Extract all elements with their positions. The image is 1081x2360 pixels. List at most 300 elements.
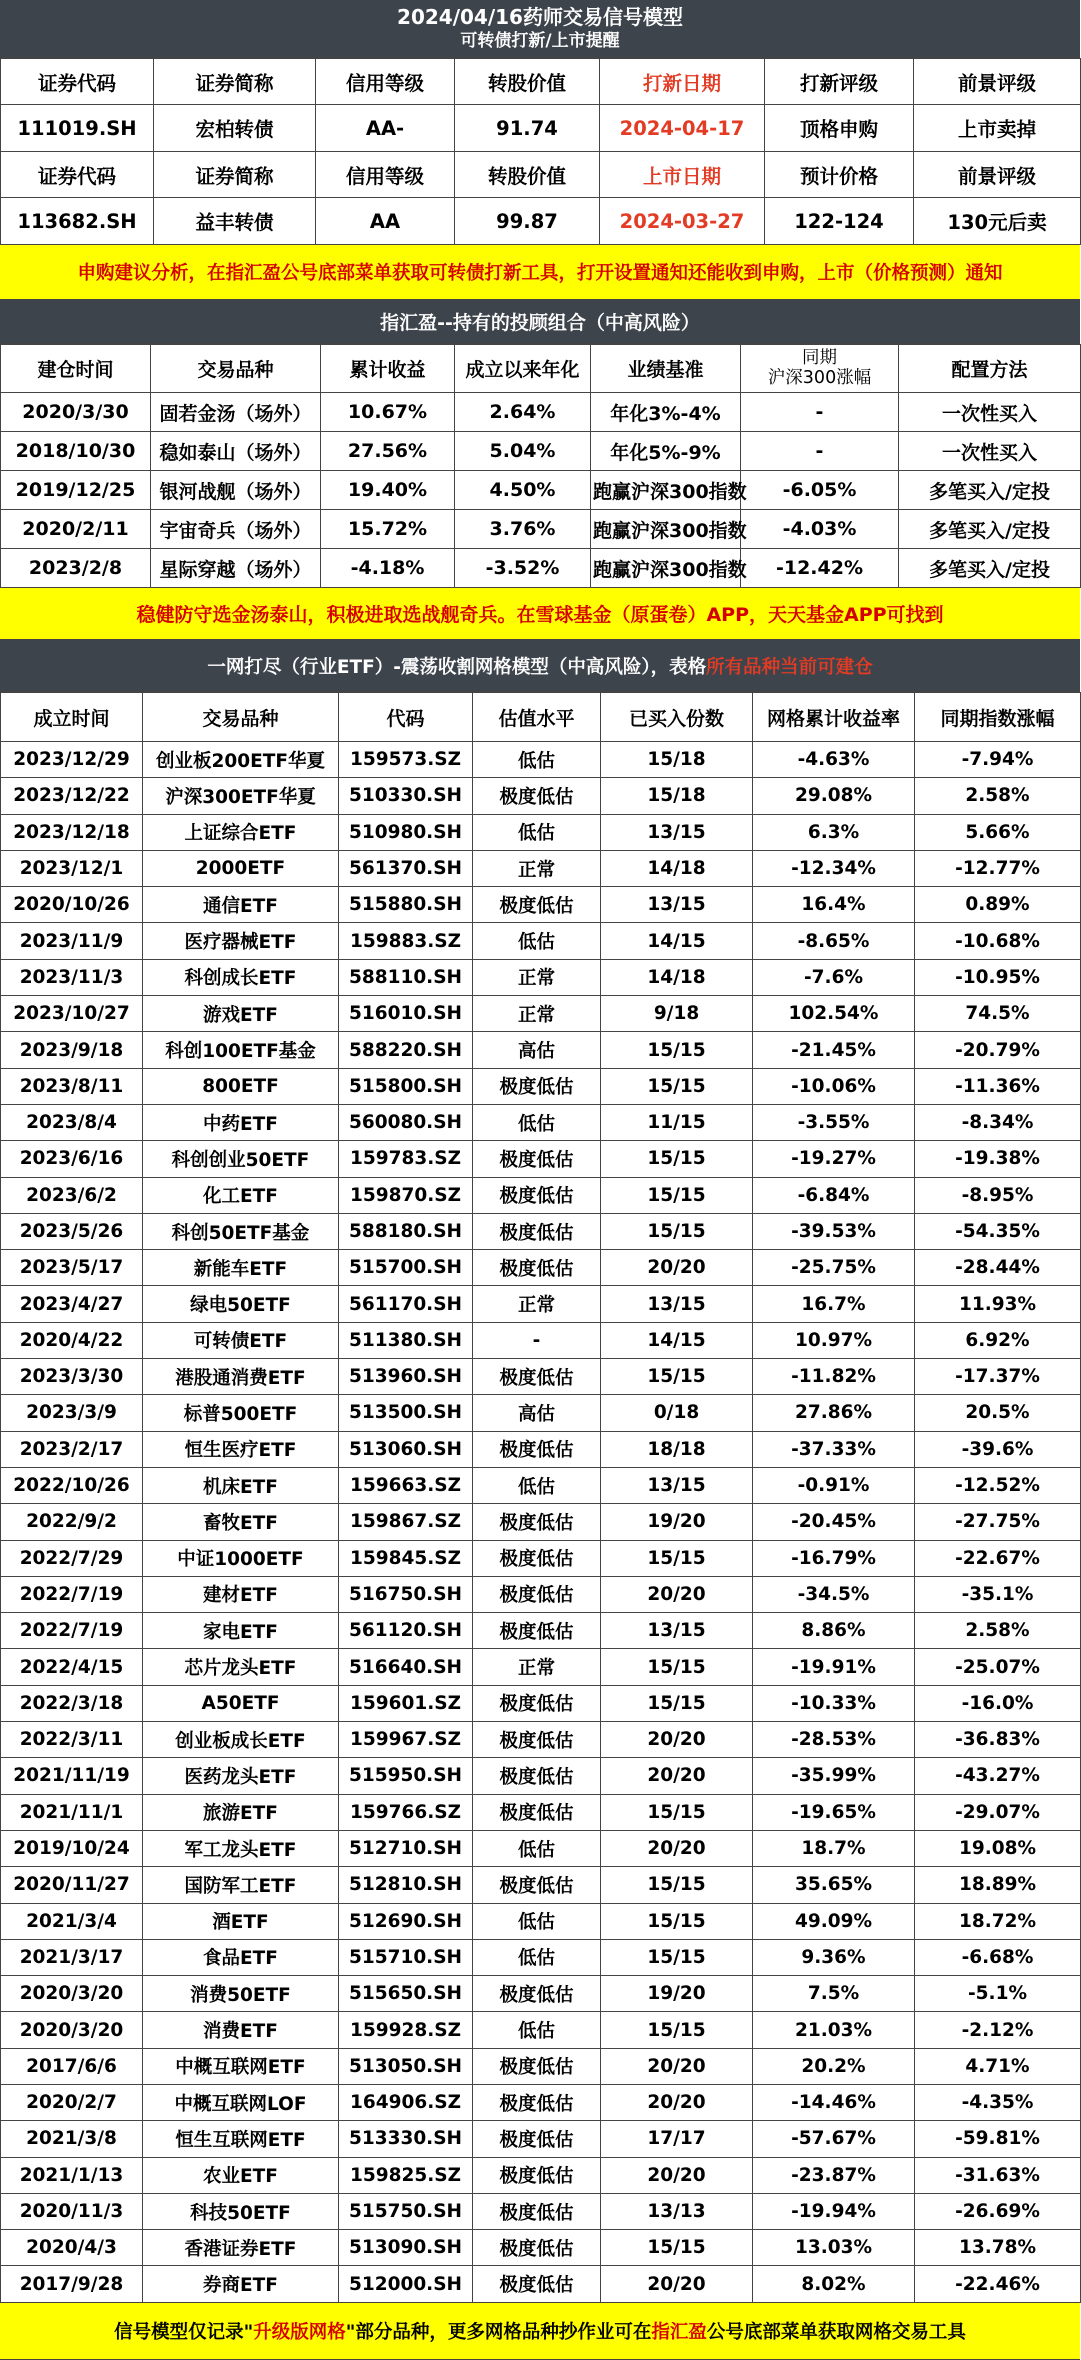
table-cell: 2023/3/9 — [1, 1395, 143, 1431]
table-cell: 0/18 — [601, 1395, 753, 1431]
table-cell: 消费50ETF — [143, 1976, 339, 2012]
table-cell: 8.02% — [753, 2266, 915, 2302]
table-cell: 跑赢沪深300指数 — [591, 471, 741, 510]
table-cell: 正常 — [473, 1286, 601, 1322]
table-cell: 正常 — [473, 850, 601, 886]
table-cell: 29.08% — [753, 778, 915, 814]
portfolio-notice: 稳健防守选金汤泰山，积极进取选战舰奇兵。在雪球基金（原蛋卷）APP，天天基金APP可找到 — [0, 588, 1080, 640]
table-cell: 159573.SZ — [339, 742, 473, 778]
table-cell: 15/15 — [601, 1141, 753, 1177]
table-cell: -10.95% — [915, 959, 1081, 995]
table-cell: 极度低估 — [473, 1758, 601, 1794]
table-cell: 打新日期 — [600, 59, 765, 105]
table-cell: -10.68% — [915, 923, 1081, 959]
etf-row — [1, 887, 1081, 923]
etf-row — [1, 1830, 1081, 1866]
table-header-cell: 累计收益 — [321, 345, 455, 393]
footer-highlight-1: 升级版网格 — [253, 2321, 346, 2343]
table-cell: 国防军工ETF — [143, 1867, 339, 1903]
table-cell: 极度低估 — [473, 1794, 601, 1830]
table-cell: 20/20 — [601, 2157, 753, 2193]
table-cell: 18.72% — [915, 1903, 1081, 1939]
footer-notice — [0, 2303, 1080, 2360]
table-cell: 513060.SH — [339, 1431, 473, 1467]
table-cell: 9.36% — [753, 1939, 915, 1975]
table-cell: 99.87 — [455, 198, 600, 245]
etf-row — [1, 1758, 1081, 1794]
table-cell: 511380.SH — [339, 1322, 473, 1358]
table-cell: 极度低估 — [473, 1685, 601, 1721]
table-cell: -3.55% — [753, 1104, 915, 1140]
table-cell: -39.53% — [753, 1213, 915, 1249]
table-cell: 2024-03-27 — [600, 198, 765, 245]
etf-row — [1, 1032, 1081, 1068]
table-cell: 15/15 — [601, 1177, 753, 1213]
table-cell: 2018/10/30 — [1, 432, 151, 471]
table-cell: 20/20 — [601, 1758, 753, 1794]
table-cell: 49.09% — [753, 1903, 915, 1939]
table-cell: 极度低估 — [473, 778, 601, 814]
table-cell: 2020/2/11 — [1, 510, 151, 549]
table-cell: 2017/9/28 — [1, 2266, 143, 2302]
table-cell: 6.3% — [753, 814, 915, 850]
etf-row — [1, 1540, 1081, 1576]
table-cell: 极度低估 — [473, 2230, 601, 2266]
table-cell: 4.71% — [915, 2048, 1081, 2084]
table-cell: 芯片龙头ETF — [143, 1649, 339, 1685]
table-cell: AA- — [316, 105, 455, 152]
table-cell: 极度低估 — [473, 1540, 601, 1576]
table-cell: 102.54% — [753, 996, 915, 1032]
etf-row — [1, 1685, 1081, 1721]
table-cell: 2.64% — [455, 393, 591, 432]
table-header-cell: 建仓时间 — [1, 345, 151, 393]
table-cell: 食品ETF — [143, 1939, 339, 1975]
table-cell: 0.89% — [915, 887, 1081, 923]
etf-row — [1, 1504, 1081, 1540]
table-cell: -27.75% — [915, 1504, 1081, 1540]
table-cell: 8.86% — [753, 1613, 915, 1649]
table-cell: 极度低估 — [473, 887, 601, 923]
table-cell: 2021/11/19 — [1, 1758, 143, 1794]
table-cell: - — [741, 432, 899, 471]
table-cell: 极度低估 — [473, 1613, 601, 1649]
table-cell: 2023/5/17 — [1, 1250, 143, 1286]
table-cell: 19.08% — [915, 1830, 1081, 1866]
table-cell: 13/15 — [601, 887, 753, 923]
table-cell: 159928.SZ — [339, 2012, 473, 2048]
table-cell: 跑赢沪深300指数 — [591, 549, 741, 588]
table-cell: -36.83% — [915, 1722, 1081, 1758]
table-cell: 创业板200ETF华夏 — [143, 742, 339, 778]
etf-row — [1, 2012, 1081, 2048]
table-cell: 极度低估 — [473, 1250, 601, 1286]
table-cell: 前景评级 — [914, 59, 1081, 105]
table-cell: 20.5% — [915, 1395, 1081, 1431]
table-cell: 2020/3/20 — [1, 2012, 143, 2048]
table-cell: -43.27% — [915, 1758, 1081, 1794]
table-cell: 20/20 — [601, 1576, 753, 1612]
table-cell: 91.74 — [455, 105, 600, 152]
table-cell: 2023/12/22 — [1, 778, 143, 814]
table-cell: 515750.SH — [339, 2193, 473, 2229]
table-cell: -22.67% — [915, 1540, 1081, 1576]
table-cell: 年化3%-4% — [591, 393, 741, 432]
table-cell: 15/15 — [601, 1867, 753, 1903]
table-cell: 宇宙奇兵（场外） — [151, 510, 321, 549]
table-cell: 512690.SH — [339, 1903, 473, 1939]
table-cell: 低估 — [473, 814, 601, 850]
table-cell: 信用等级 — [316, 59, 455, 105]
table-cell: 极度低估 — [473, 1359, 601, 1395]
table-cell: 130元后卖 — [914, 198, 1081, 245]
table-cell: 年化5%-9% — [591, 432, 741, 471]
table-cell: 极度低估 — [473, 1068, 601, 1104]
table-cell: 创业板成长ETF — [143, 1722, 339, 1758]
table-cell: 机床ETF — [143, 1467, 339, 1503]
table-cell: 交易品种 — [143, 693, 339, 742]
table-cell: 515950.SH — [339, 1758, 473, 1794]
table-cell: -28.53% — [753, 1722, 915, 1758]
table-cell: 上市卖掉 — [914, 105, 1081, 152]
table-cell: 可转债ETF — [143, 1322, 339, 1358]
table-cell: -12.42% — [741, 549, 899, 588]
table-cell: 2024-04-17 — [600, 105, 765, 152]
table-cell: 标普500ETF — [143, 1395, 339, 1431]
table-cell: 极度低估 — [473, 1867, 601, 1903]
etf-row — [1, 1867, 1081, 1903]
table-cell: 159870.SZ — [339, 1177, 473, 1213]
table-cell: 宏柏转债 — [154, 105, 316, 152]
table-cell: -14.46% — [753, 2084, 915, 2120]
table-cell: 一次性买入 — [899, 393, 1081, 432]
table-cell: 159766.SZ — [339, 1794, 473, 1830]
etf-row — [1, 2266, 1081, 2302]
table-cell: 2020/4/22 — [1, 1322, 143, 1358]
table-cell: -10.06% — [753, 1068, 915, 1104]
table-cell: 估值水平 — [473, 693, 601, 742]
table-cell: 正常 — [473, 1649, 601, 1685]
table-cell: 2023/3/30 — [1, 1359, 143, 1395]
table-cell: -20.45% — [753, 1504, 915, 1540]
table-cell: -39.6% — [915, 1431, 1081, 1467]
table-cell: 20/20 — [601, 2266, 753, 2302]
table-cell: 20/20 — [601, 1250, 753, 1286]
table-cell: 15/15 — [601, 1649, 753, 1685]
table-cell: 多笔买入/定投 — [899, 471, 1081, 510]
table-cell: 2023/12/1 — [1, 850, 143, 886]
table-cell: - — [741, 393, 899, 432]
table-cell: 2020/4/3 — [1, 2230, 143, 2266]
table-cell: 2021/3/8 — [1, 2121, 143, 2157]
table-cell: 中概互联网LOF — [143, 2084, 339, 2120]
table-cell: 35.65% — [753, 1867, 915, 1903]
table-cell: -21.45% — [753, 1032, 915, 1068]
table-cell: -8.95% — [915, 1177, 1081, 1213]
table-cell: -12.34% — [753, 850, 915, 886]
etf-row — [1, 996, 1081, 1032]
etf-row — [1, 2121, 1081, 2157]
etf-row — [1, 959, 1081, 995]
etf-row — [1, 1359, 1081, 1395]
table-cell: A50ETF — [143, 1685, 339, 1721]
table-cell: 2022/7/19 — [1, 1576, 143, 1612]
table-cell: 2023/8/4 — [1, 1104, 143, 1140]
table-cell: -10.33% — [753, 1685, 915, 1721]
table-cell: 建材ETF — [143, 1576, 339, 1612]
table-cell: 588110.SH — [339, 959, 473, 995]
etf-row — [1, 778, 1081, 814]
table-cell: 银河战舰（场外） — [151, 471, 321, 510]
table-cell: 上证综合ETF — [143, 814, 339, 850]
table-cell: 2023/12/29 — [1, 742, 143, 778]
table-cell: 转股价值 — [455, 59, 600, 105]
table-cell: 低估 — [473, 1903, 601, 1939]
table-cell: 极度低估 — [473, 1504, 601, 1540]
table-cell: 军工龙头ETF — [143, 1830, 339, 1866]
table-cell: 588180.SH — [339, 1213, 473, 1249]
table-cell: 中证1000ETF — [143, 1540, 339, 1576]
table-cell: 17/17 — [601, 2121, 753, 2157]
table-cell: 2023/9/18 — [1, 1032, 143, 1068]
table-cell: 极度低估 — [473, 1431, 601, 1467]
table-cell: 15/15 — [601, 1032, 753, 1068]
table-cell: -4.35% — [915, 2084, 1081, 2120]
etf-row — [1, 1576, 1081, 1612]
etf-row — [1, 1141, 1081, 1177]
table-cell: 酒ETF — [143, 1903, 339, 1939]
portfolio-row — [1, 432, 1081, 471]
table-cell: 网格累计收益率 — [753, 693, 915, 742]
table-cell: 2023/5/26 — [1, 1213, 143, 1249]
table-cell: 513500.SH — [339, 1395, 473, 1431]
table-cell: 极度低估 — [473, 1976, 601, 2012]
table-cell: 6.92% — [915, 1322, 1081, 1358]
table-cell: 2020/2/7 — [1, 2084, 143, 2120]
portfolio-row — [1, 393, 1081, 432]
table-cell: 13/13 — [601, 2193, 753, 2229]
etf-row — [1, 1104, 1081, 1140]
table-cell: 512000.SH — [339, 2266, 473, 2302]
header-line-1: 同期 — [802, 348, 837, 369]
table-cell: 极度低估 — [473, 1722, 601, 1758]
table-cell: 信用等级 — [316, 152, 455, 198]
table-cell: 3.76% — [455, 510, 591, 549]
table-cell: 5.66% — [915, 814, 1081, 850]
table-cell: 券商ETF — [143, 2266, 339, 2302]
table-cell: 极度低估 — [473, 2266, 601, 2302]
table-cell: 证券代码 — [1, 59, 154, 105]
table-cell: 11.93% — [915, 1286, 1081, 1322]
etf-row — [1, 923, 1081, 959]
etf-row — [1, 1613, 1081, 1649]
table-cell: 512810.SH — [339, 1867, 473, 1903]
table-cell: 560080.SH — [339, 1104, 473, 1140]
table-cell: 2019/12/25 — [1, 471, 151, 510]
table-cell: 13.78% — [915, 2230, 1081, 2266]
etf-row — [1, 1939, 1081, 1975]
table-cell: 122-124 — [765, 198, 914, 245]
table-cell: 20/20 — [601, 1722, 753, 1758]
table-cell: 159967.SZ — [339, 1722, 473, 1758]
table-cell: 化工ETF — [143, 1177, 339, 1213]
table-cell: 低估 — [473, 2012, 601, 2048]
table-cell: -29.07% — [915, 1794, 1081, 1830]
table-cell: 已买入份数 — [601, 693, 753, 742]
table-cell: 转股价值 — [455, 152, 600, 198]
etf-title-highlight: 所有品种当前可建仓 — [706, 656, 873, 678]
portfolio-table — [0, 344, 1081, 588]
etf-row — [1, 1467, 1081, 1503]
table-cell: - — [473, 1322, 601, 1358]
table-cell: 低估 — [473, 742, 601, 778]
table-cell: 14/18 — [601, 850, 753, 886]
portfolio-row — [1, 471, 1081, 510]
table-cell: 正常 — [473, 996, 601, 1032]
table-cell: 高估 — [473, 1395, 601, 1431]
table-cell: -6.84% — [753, 1177, 915, 1213]
table-cell: 15/15 — [601, 2230, 753, 2266]
table-cell: 516640.SH — [339, 1649, 473, 1685]
table-cell: -6.68% — [915, 1939, 1081, 1975]
table-cell: -28.44% — [915, 1250, 1081, 1286]
table-cell: 10.67% — [321, 393, 455, 432]
table-cell: 561120.SH — [339, 1613, 473, 1649]
table-cell: 2020/11/3 — [1, 2193, 143, 2229]
etf-row — [1, 1322, 1081, 1358]
table-cell: 5.04% — [455, 432, 591, 471]
table-cell: 极度低估 — [473, 2048, 601, 2084]
table-cell: 稳如泰山（场外） — [151, 432, 321, 471]
etf-row — [1, 814, 1081, 850]
table-cell: 159783.SZ — [339, 1141, 473, 1177]
table-header-cell — [741, 345, 899, 393]
table-cell: 极度低估 — [473, 2193, 601, 2229]
table-cell: 低估 — [473, 1830, 601, 1866]
table-cell: 159825.SZ — [339, 2157, 473, 2193]
table-cell: 低估 — [473, 1939, 601, 1975]
table-cell: 113682.SH — [1, 198, 154, 245]
table-cell: 2000ETF — [143, 850, 339, 886]
table-cell: -19.27% — [753, 1141, 915, 1177]
table-cell: 513330.SH — [339, 2121, 473, 2157]
table-cell: 516750.SH — [339, 1576, 473, 1612]
table-cell: -35.1% — [915, 1576, 1081, 1612]
etf-row — [1, 1903, 1081, 1939]
table-cell: 中药ETF — [143, 1104, 339, 1140]
table-cell: 159663.SZ — [339, 1467, 473, 1503]
table-cell: 2022/7/19 — [1, 1613, 143, 1649]
table-cell: 18.7% — [753, 1830, 915, 1866]
table-cell: -11.36% — [915, 1068, 1081, 1104]
table-cell: 516010.SH — [339, 996, 473, 1032]
table-cell: 2021/3/17 — [1, 1939, 143, 1975]
table-cell: -12.52% — [915, 1467, 1081, 1503]
table-cell: 科创50ETF基金 — [143, 1213, 339, 1249]
portfolio-title: 指汇盈--持有的投顾组合（中高风险） — [0, 300, 1080, 344]
etf-row — [1, 1794, 1081, 1830]
table-cell: -31.63% — [915, 2157, 1081, 2193]
table-cell: 证券简称 — [154, 152, 316, 198]
etf-row — [1, 2157, 1081, 2193]
table-cell: 15/18 — [601, 742, 753, 778]
table-cell: 515700.SH — [339, 1250, 473, 1286]
table-cell: 561370.SH — [339, 850, 473, 886]
table-cell: 164906.SZ — [339, 2084, 473, 2120]
table-cell: -11.82% — [753, 1359, 915, 1395]
table-cell: 20/20 — [601, 2048, 753, 2084]
bond-row — [1, 198, 1081, 245]
footer-text-3: 公号底部菜单获取网格交易工具 — [706, 2321, 966, 2343]
etf-row — [1, 1213, 1081, 1249]
table-cell: 9/18 — [601, 996, 753, 1032]
table-cell: 27.86% — [753, 1395, 915, 1431]
footer-text-2: "部分品种，更多网格品种抄作业可在 — [345, 2321, 652, 2343]
table-cell: 19/20 — [601, 1504, 753, 1540]
etf-row — [1, 1722, 1081, 1758]
table-cell: -7.94% — [915, 742, 1081, 778]
table-cell: 513090.SH — [339, 2230, 473, 2266]
table-cell: 21.03% — [753, 2012, 915, 2048]
table-cell: -54.35% — [915, 1213, 1081, 1249]
table-cell: 561170.SH — [339, 1286, 473, 1322]
table-cell: 2022/4/15 — [1, 1649, 143, 1685]
bond-notice: 申购建议分析，在指汇盈公号底部菜单获取可转债打新工具，打开设置通知还能收到申购，上市（价格预测）通知 — [0, 245, 1080, 300]
table-cell: 13/15 — [601, 1467, 753, 1503]
table-cell: 510330.SH — [339, 778, 473, 814]
table-cell: 159845.SZ — [339, 1540, 473, 1576]
table-cell: 2017/6/6 — [1, 2048, 143, 2084]
etf-row — [1, 2193, 1081, 2229]
table-cell: -7.6% — [753, 959, 915, 995]
table-cell: -3.52% — [455, 549, 591, 588]
etf-row — [1, 2230, 1081, 2266]
table-cell: 13/15 — [601, 1286, 753, 1322]
table-header-cell: 交易品种 — [151, 345, 321, 393]
table-cell: 低估 — [473, 1467, 601, 1503]
table-cell: 16.7% — [753, 1286, 915, 1322]
table-cell: 恒生互联网ETF — [143, 2121, 339, 2157]
table-cell: 游戏ETF — [143, 996, 339, 1032]
table-cell: 多笔买入/定投 — [899, 549, 1081, 588]
table-cell: 20/20 — [601, 1830, 753, 1866]
table-header-cell: 成立以来年化 — [455, 345, 591, 393]
table-cell: 13/15 — [601, 1613, 753, 1649]
table-cell: -2.12% — [915, 2012, 1081, 2048]
table-cell: 星际穿越（场外） — [151, 549, 321, 588]
table-cell: 固若金汤（场外） — [151, 393, 321, 432]
table-cell: 2023/6/16 — [1, 1141, 143, 1177]
footer-highlight-2: 指汇盈 — [651, 2321, 707, 2343]
table-cell: 515710.SH — [339, 1939, 473, 1975]
table-cell: 2020/10/26 — [1, 887, 143, 923]
table-cell: 515880.SH — [339, 887, 473, 923]
table-cell: -0.91% — [753, 1467, 915, 1503]
table-header-cell: 配置方法 — [899, 345, 1081, 393]
etf-row — [1, 1068, 1081, 1104]
table-cell: 2022/10/26 — [1, 1467, 143, 1503]
table-cell: 2023/2/8 — [1, 549, 151, 588]
table-cell: 科创100ETF基金 — [143, 1032, 339, 1068]
table-cell: 2023/12/18 — [1, 814, 143, 850]
table-cell: -57.67% — [753, 2121, 915, 2157]
table-cell: 2023/11/9 — [1, 923, 143, 959]
table-cell: 111019.SH — [1, 105, 154, 152]
table-cell: 极度低估 — [473, 1213, 601, 1249]
table-cell: 代码 — [339, 693, 473, 742]
table-cell: 低估 — [473, 923, 601, 959]
table-cell: 2.58% — [915, 1613, 1081, 1649]
